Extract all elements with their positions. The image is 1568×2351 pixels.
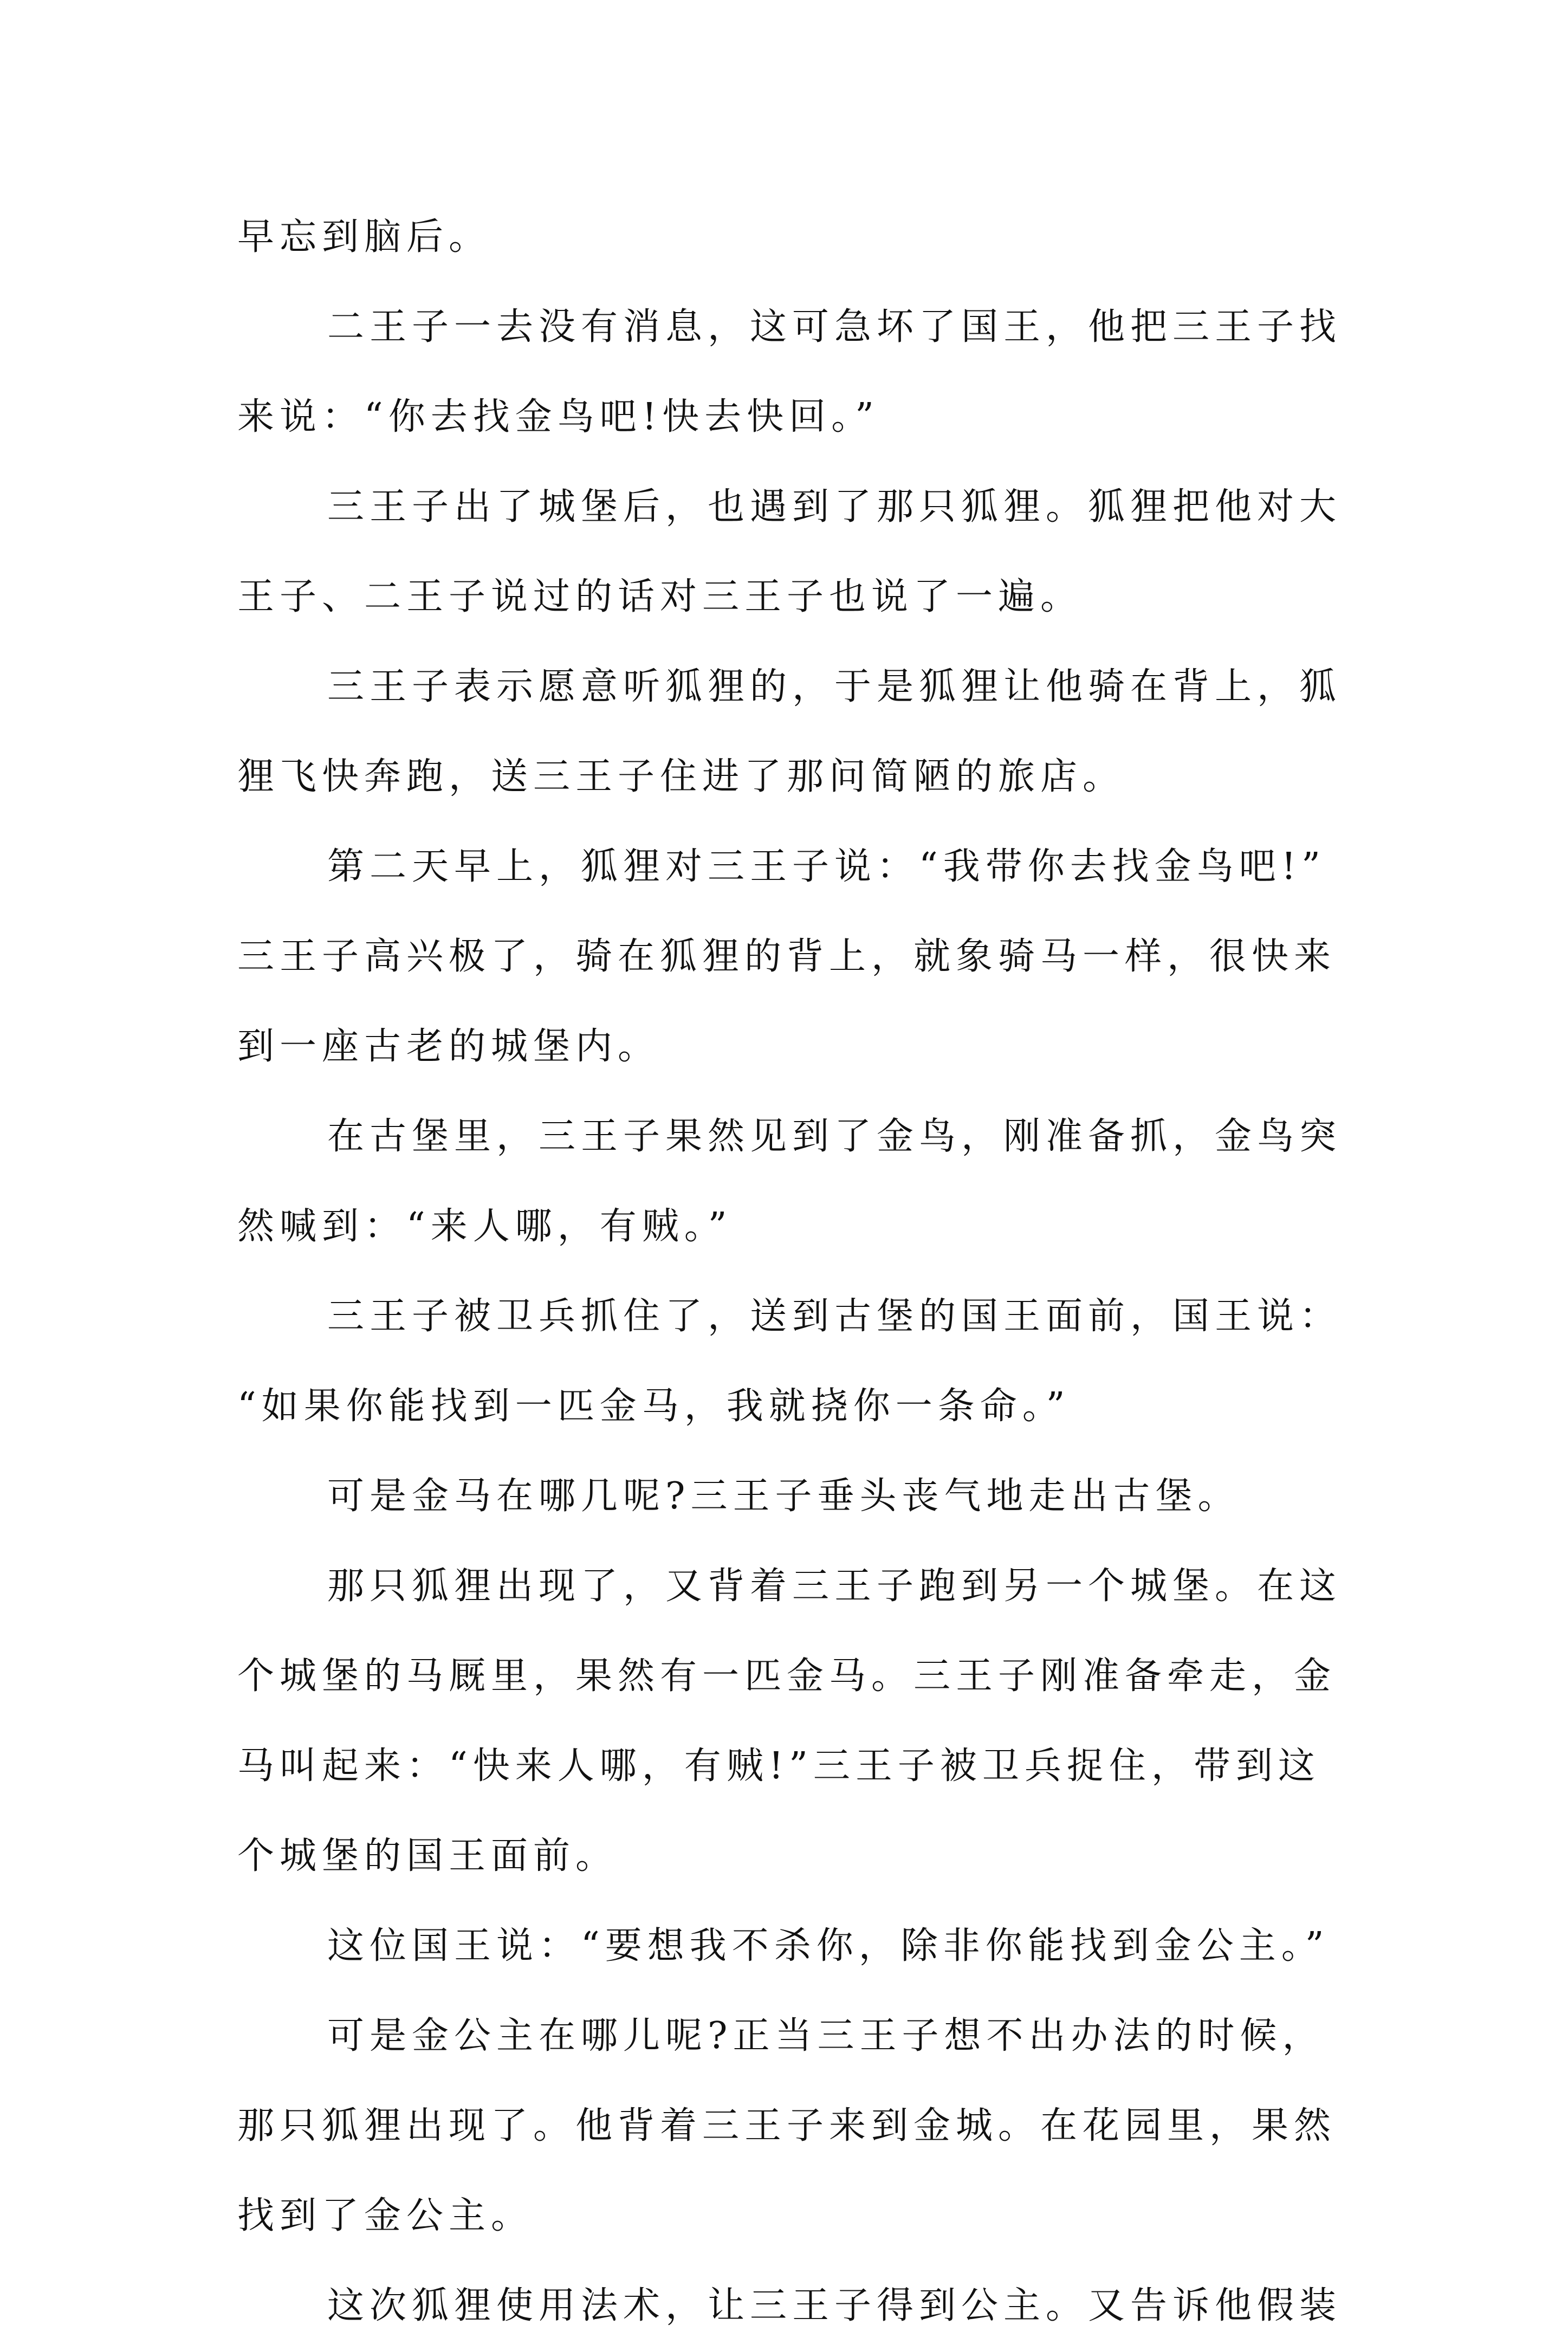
story-text [237,192,1342,2351]
text-line-4: 三王子出了城堡后，也遇到了那只狐狸。狐狸把他对大 [327,485,1342,528]
text-line-2: 二王子一去没有消息，这可急坏了国王，他把三王子找 [327,306,1342,348]
text-line-22: 那只狐狸出现了。他背着三王子来到金城。在花园里，果然 [237,2104,1337,2147]
text-line-23: 找到了金公主。 [237,2194,534,2237]
text-line-24: 这次狐狸使用法术，让三王子得到公主。又告诉他假装 [327,2284,1342,2327]
text-line-16: 那只狐狸出现了，又背着三王子跑到另一个城堡。在这 [327,1565,1342,1608]
text-line-13: 三王子被卫兵抓住了，送到古堡的国王面前，国王说： [327,1295,1342,1338]
text-line-11: 在古堡里，三王子果然见到了金鸟，刚准备抓，金鸟突 [327,1115,1342,1158]
text-line-9: 三王子高兴极了，骑在狐狸的背上，就象骑马一样，很快来 [237,935,1337,978]
text-line-21: 可是金公主在哪儿呢?正当三王子想不出办法的时候， [327,2015,1325,2057]
text-line-17: 个城堡的马厩里，果然有一匹金马。三王子刚准备牵走，金 [237,1655,1337,1698]
text-line-6: 三王子表示愿意听狐狸的，于是狐狸让他骑在背上，狐 [327,665,1342,708]
text-line-5: 王子、二王子说过的话对三王子也说了一遍。 [237,575,1083,618]
text-line-3: 来说：“你去找金鸟吧!快去快回。” [237,396,879,438]
text-line-12: 然喊到：“来人哪，有贼。” [237,1205,733,1248]
text-line-15: 可是金马在哪几呢?三王子垂头丧气地走出古堡。 [327,1475,1240,1518]
text-line-8: 第二天早上，狐狸对三王子说：“我带你去找金鸟吧!” [327,845,1326,888]
text-line-18: 马叫起来：“快来人哪，有贼!”三王子被卫兵捉住，带到这 [237,1745,1320,1787]
text-line-10: 到一座古老的城堡内。 [237,1025,660,1068]
text-line-7: 狸飞快奔跑，送三王子住进了那问简陋的旅店。 [237,755,1125,798]
text-line-20: 这位国王说：“要想我不杀你，除非你能找到金公主。” [327,1925,1330,1967]
text-line-19: 个城堡的国王面前。 [237,1835,618,1877]
text-line-1: 早忘到脑后。 [237,216,491,258]
text-line-14: “如果你能找到一匹金马，我就挠你一条命。” [237,1385,1071,1428]
